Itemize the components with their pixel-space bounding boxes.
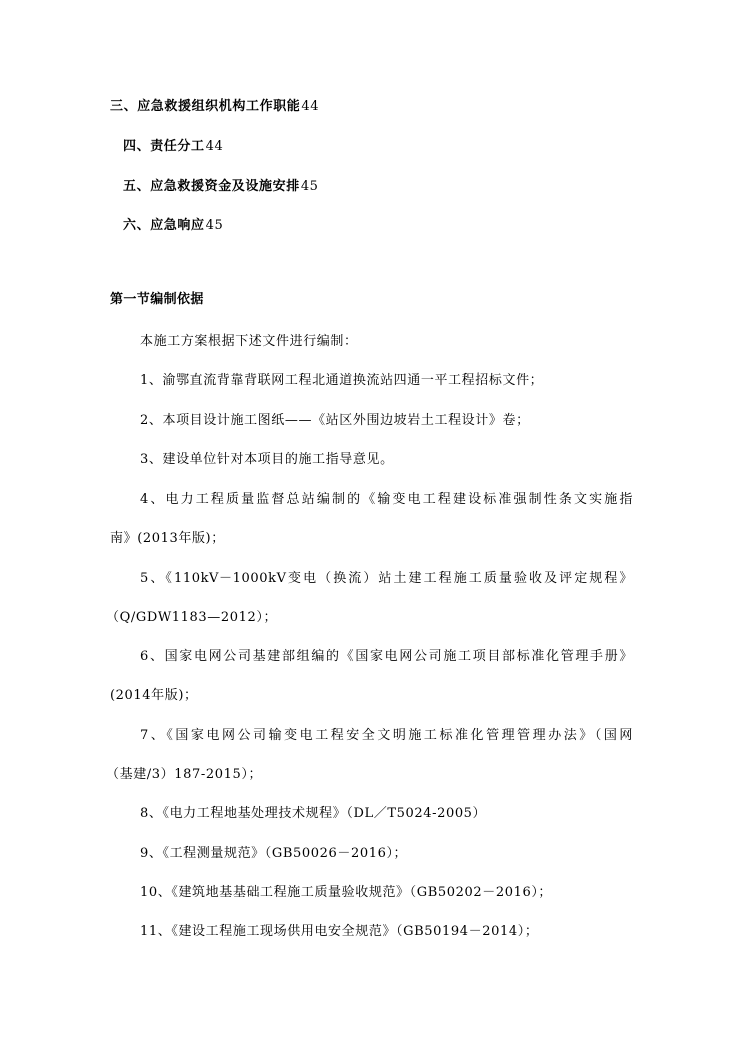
reference-item-continuation: （Q/GDW1183—2012）； [106, 610, 278, 625]
reference-item: 5、《110kV－1000kV变电（换流）站土建工程施工质量验收及评定规程》 [140, 571, 633, 586]
reference-item-continuation: 南》(2013年版)； [110, 531, 225, 546]
reference-item: 4、电力工程质量监督总站编制的《输变电工程建设标准强制性条文实施指 [140, 492, 633, 507]
toc-entry[interactable] [123, 178, 319, 196]
reference-item: 6、国家电网公司基建部组编的《国家电网公司施工项目部标准化管理手册》 [140, 649, 633, 664]
toc-entry[interactable] [123, 217, 223, 235]
toc-entry-page: 45 [205, 218, 224, 233]
reference-item-continuation: (2014年版)； [110, 688, 198, 703]
intro-paragraph: 本施工方案根据下述文件进行编制： [140, 334, 358, 349]
toc-entry-page: 45 [300, 179, 319, 194]
section-heading: 第一节编制依据 [110, 292, 204, 307]
reference-item: 9、《工程测量规范》（GB50026－2016）； [140, 846, 408, 861]
toc-entry-page: 44 [205, 139, 224, 154]
reference-item: 8、《电力工程地基处理技术规程》（DL／T5024-2005） [140, 806, 487, 821]
reference-item-continuation: （基建/3）187-2015）； [106, 767, 263, 782]
reference-item: 1、渝鄂直流背靠背联网工程北通道换流站四通一平工程招标文件； [140, 373, 544, 388]
toc-entry-title: 六、应急响应 [123, 218, 205, 233]
toc-entry[interactable] [110, 98, 319, 116]
toc-entry-title: 四、责任分工 [123, 139, 205, 154]
reference-item: 7、《国家电网公司输变电工程安全文明施工标准化管理管理办法》（国网 [140, 728, 633, 743]
toc-entry-title: 三、应急救援组织机构工作职能 [110, 99, 301, 114]
reference-item: 3、建设单位针对本项目的施工指导意见。 [140, 452, 394, 467]
reference-item: 2、本项目设计施工图纸——《站区外围边坡岩土工程设计》卷； [140, 413, 530, 428]
toc-entry-page: 44 [301, 99, 320, 114]
toc-entry[interactable] [123, 138, 223, 156]
reference-item: 10、《建筑地基基础工程施工质量验收规范》（GB50202－2016）； [140, 885, 553, 900]
reference-item: 11、《建设工程施工现场供用电安全规范》（GB50194－2014）； [140, 924, 539, 939]
toc-entry-title: 五、应急救援资金及设施安排 [123, 179, 300, 194]
